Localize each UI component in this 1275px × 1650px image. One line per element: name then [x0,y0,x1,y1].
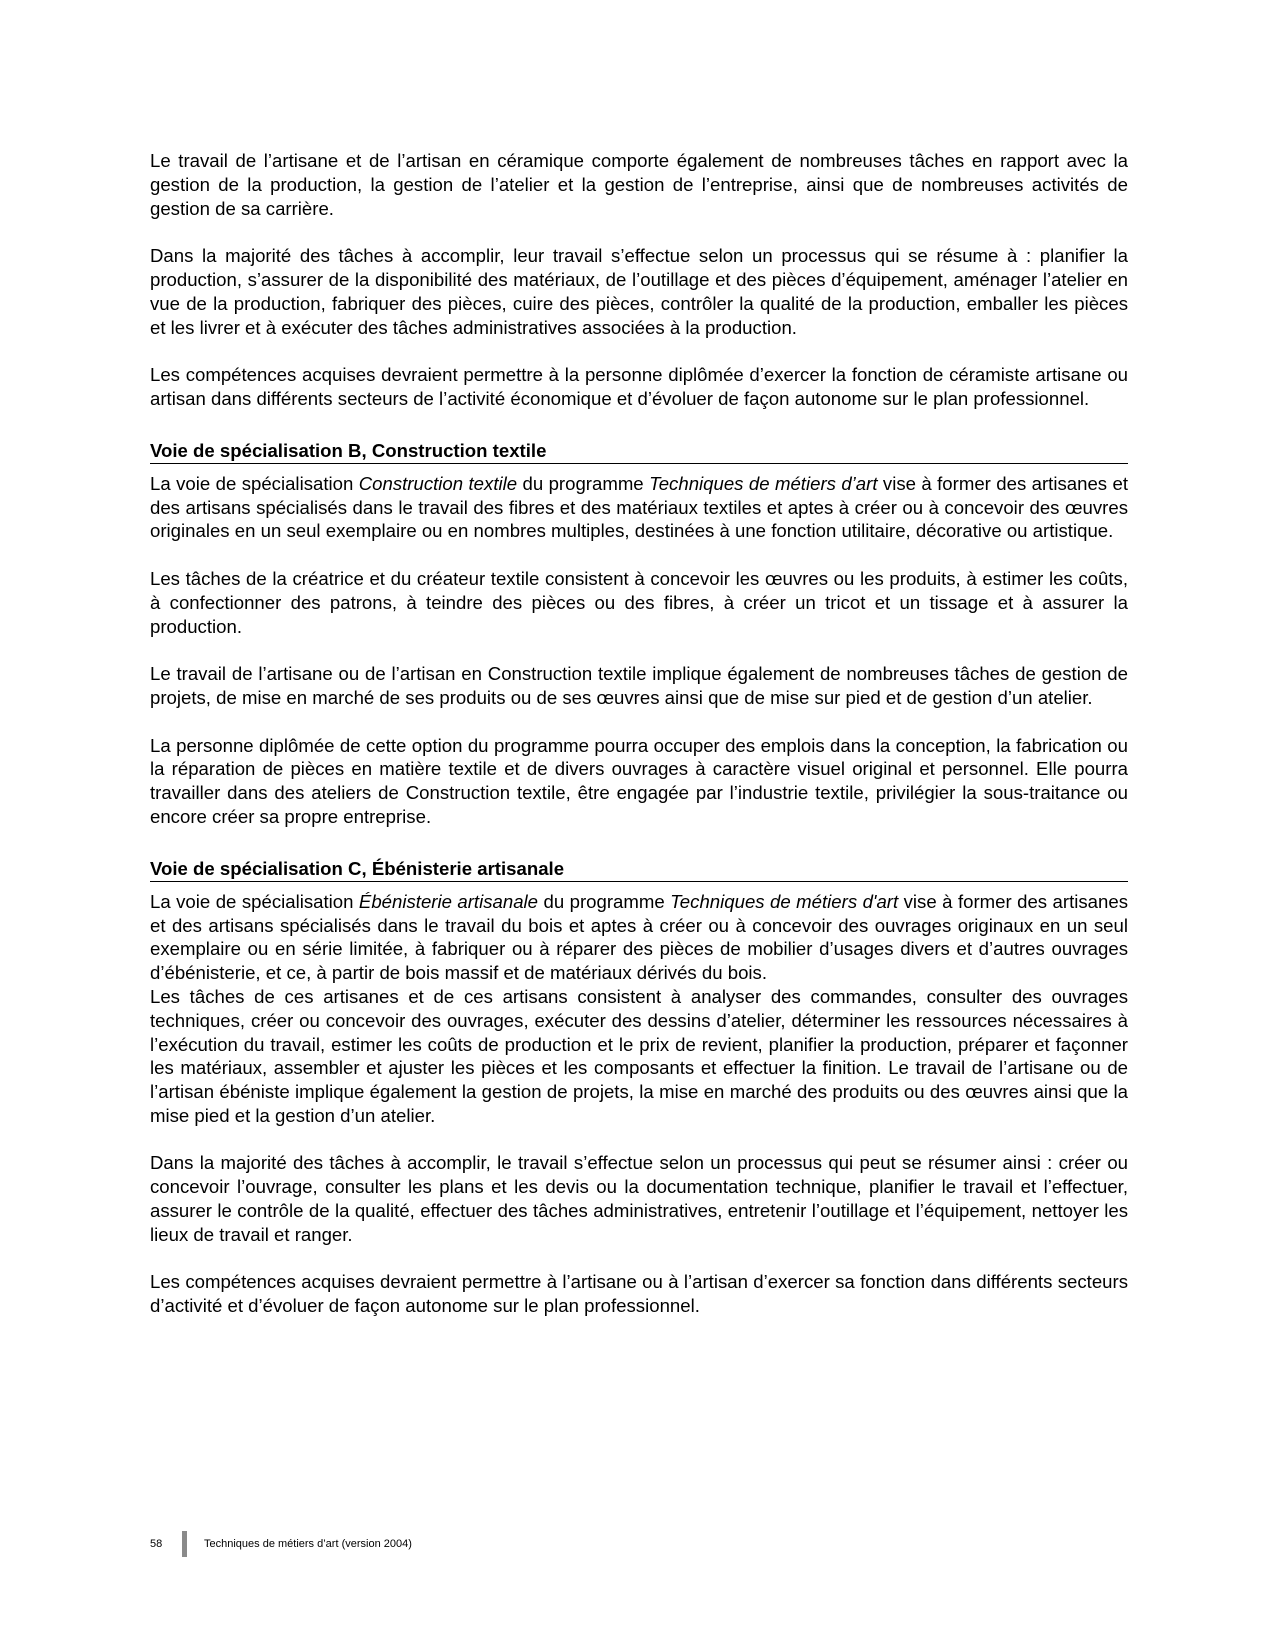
paragraph: La personne diplômée de cette option du programme pourra occuper des emplois dans la conception, la fabrication ou la réparation de pièces en matière textile et de divers ouvrages à caractère visuel original et personnel. Elle pourra travailler dans des ateliers de Construction textile, être engagée par l’industrie textile, privilégier la sous-traitance ou encore créer sa propre entreprise. [150,734,1128,827]
footer-title: Techniques de métiers d’art (version 2004) [204,1538,412,1550]
page-content [150,149,1128,1318]
page-number: 58 [150,1538,163,1550]
paragraph: Le travail de l’artisane ou de l’artisan en Construction textile implique également de nombreuses tâches de gestion de projets, de mise en marché de ses produits ou de ses œuvres ainsi que de mise sur pied et de gestion d’un atelier. [150,663,1128,708]
paragraph: Le travail de l’artisane et de l’artisan en céramique comporte également de nombreuses tâches en rapport avec la gestion de la production, la gestion de l’atelier et la gestion de l’entreprise, ainsi que de nombreuses activités de gestion de sa carrière. [150,150,1128,219]
paragraph: Les compétences acquises devraient permettre à la personne diplômée d’exercer la fonction de céramiste artisane ou artisan dans différents secteurs de l’activité économique et d’évoluer de façon autonome sur le plan professionnel. [150,364,1128,409]
paragraph: Les tâches de la créatrice et du créateur textile consistent à concevoir les œuvres ou les produits, à estimer les coûts, à confectionner des patrons, à teindre des pièces ou des fibres, à créer un tricot et un tissage et à assurer la production. [150,567,1128,637]
paragraph: Dans la majorité des tâches à accomplir, le travail s’effectue selon un processus qui peut se résumer ainsi : créer ou concevoir l’ouvrage, consulter les plans et les devis ou la documentation technique, planifier le travail et l’effectuer, assurer le contrôle de la qualité, effectuer des tâches administratives, entretenir l’outillage et l’équipement, nettoyer les lieux de travail et ranger. [150,1152,1128,1245]
paragraph: Les compétences acquises devraient permettre à l’artisane ou à l’artisan d’exercer sa fonction dans différents secteurs d’activité et d’évoluer de façon autonome sur le plan professionnel. [150,1271,1128,1317]
section-heading-b: Voie de spécialisation B, Construction textile [150,439,1128,464]
paragraph: Les tâches de ces artisanes et de ces artisans consistent à analyser des commandes, consulter des ouvrages techniques, créer ou concevoir des ouvrages, exécuter des dessins d’atelier, déterminer les ressources nécessaires à l’exécution du travail, estimer les coûts de production et le prix de revient, planifier la production, préparer et façonner les matériaux, assembler et ajuster les pièces et les composants et effectuer la finition. Le travail de l’artisane ou de l’artisan ébéniste implique également la gestion de projets, la mise en marché des produits ou des œuvres ainsi que la mise pied et la gestion d’un atelier. [150,985,1128,1126]
page-footer [150,1531,412,1557]
section-heading-c: Voie de spécialisation C, Ébénisterie artisanale [150,857,1128,882]
paragraph: La voie de spécialisation Ébénisterie artisanale du programme Techniques de métiers d'art vise à former des artisanes et des artisans spécialisés dans le travail du bois et aptes à créer ou à concevoir des ouvrages originaux en un seul exemplaire ou en série limitée, à fabriquer ou à réparer des pièces de mobilier d’usages divers et d’autres ouvrages d’ébénisterie, et ce, à partir de bois massif et de matériaux dérivés du bois. [150,890,1128,984]
footer-divider [182,1531,187,1557]
paragraph: Dans la majorité des tâches à accomplir, leur travail s’effectue selon un processus qui se résume à : planifier la production, s’assurer de la disponibilité des matériaux, de l’outillage et des pièces d’équipement, aménager l’atelier en vue de la production, fabriquer des pièces, cuire des pièces, contrôler la qualité de la production, emballer les pièces et les livrer et à exécuter des tâches administratives associées à la production. [150,245,1128,338]
paragraph: La voie de spécialisation Construction textile du programme Techniques de métiers d’art vise à former des artisanes et des artisans spécialisés dans le travail des fibres et des matériaux textiles et aptes à créer ou à concevoir des œuvres originales en un seul exemplaire ou en nombres multiples, destinées à une fonction utilitaire, décorative ou artistique. [150,472,1129,542]
